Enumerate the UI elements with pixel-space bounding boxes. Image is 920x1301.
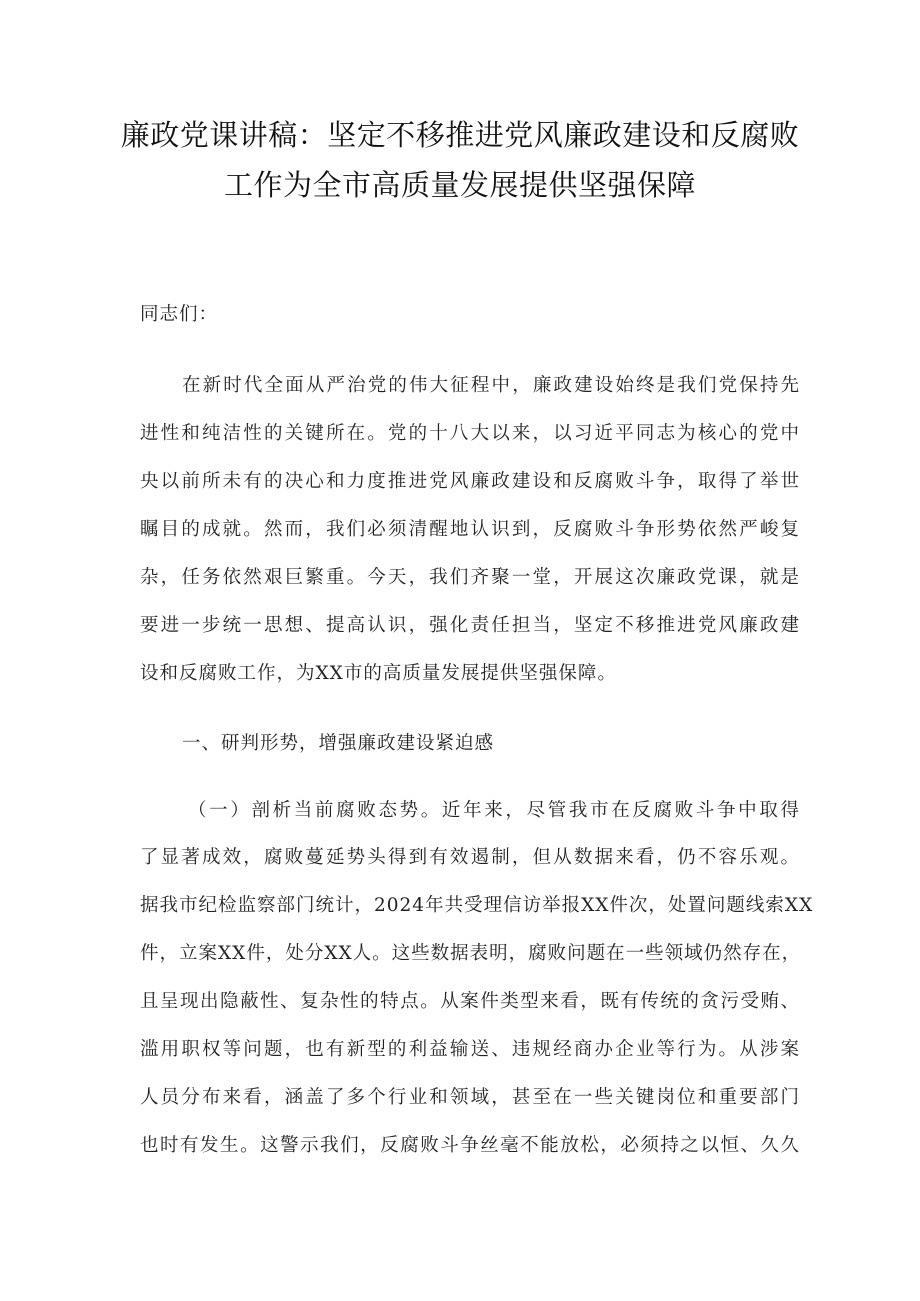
subsection-line: 件，立案XX件，处分XX人。这些数据表明，腐败问题在一些领域仍然存在，	[140, 943, 802, 964]
subsection-line: 且呈现出隐蔽性、复杂性的特点。从案件类型来看，既有传统的贪污受贿、	[140, 991, 800, 1012]
subsection-line: 滥用职权等问题，也有新型的利益输送、违规经商办企业等行为。从涉案	[140, 1039, 800, 1060]
subsection-line: （一）剖析当前腐败态势。近年来，尽管我市在反腐败斗争中取得	[188, 800, 800, 821]
section-heading: 一、研判形势，增强廉政建设紧迫感	[182, 733, 495, 754]
intro-line: 要进一步统一思想、提高认识，强化责任担当，坚定不移推进党风廉政建	[140, 615, 800, 636]
intro-line: 进性和纯洁性的关键所在。党的十八大以来，以习近平同志为核心的党中	[140, 423, 800, 444]
subsection-line: 据我市纪检监察部门统计，2024年共受理信访举报XX件次，处置问题线索XX	[140, 895, 814, 916]
document-title-line-2: 工作为全市高质量发展提供坚强保障	[223, 168, 696, 202]
intro-line: 设和反腐败工作，为XX市的高质量发展提供坚强保障。	[140, 663, 617, 684]
intro-line: 瞩目的成就。然而，我们必须清醒地认识到，反腐败斗争形势依然严峻复	[140, 519, 800, 540]
intro-line: 在新时代全面从严治党的伟大征程中，廉政建设始终是我们党保持先	[182, 375, 800, 396]
document-title-line-1: 廉政党课讲稿：坚定不移推进党风廉政建设和反腐败	[120, 118, 800, 152]
subsection-line: 了显著成效，腐败蔓延势头得到有效遏制，但从数据来看，仍不容乐观。	[140, 847, 800, 868]
intro-line: 杂，任务依然艰巨繁重。今天，我们齐聚一堂，开展这次廉政党课，就是	[140, 567, 800, 588]
intro-line: 央以前所未有的决心和力度推进党风廉政建设和反腐败斗争，取得了举世	[140, 471, 800, 492]
subsection-line: 人员分布来看，涵盖了多个行业和领域，甚至在一些关键岗位和重要部门	[140, 1087, 800, 1108]
salutation: 同志们：	[140, 304, 219, 325]
subsection-line: 也时有发生。这警示我们，反腐败斗争丝毫不能放松，必须持之以恒、久久	[140, 1135, 800, 1156]
